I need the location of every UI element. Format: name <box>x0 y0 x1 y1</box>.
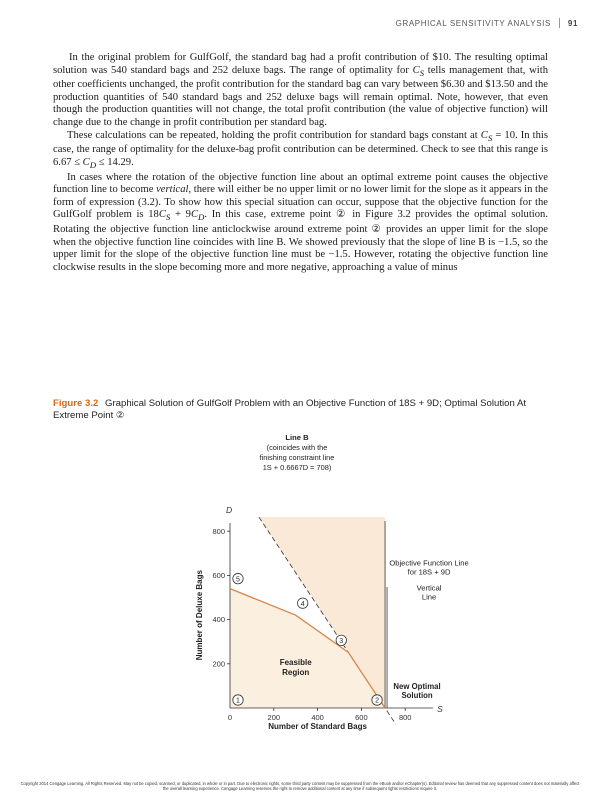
body-text <box>53 52 548 275</box>
var-cs-2 <box>481 130 493 141</box>
p3-text-b: , there will either be no upper limit or no lower limit for the slope as it appears in the form of expression (3.2). To show how this special situation can occur, suppose that the objective function for the GulfGolf problem is 18 <box>53 184 548 221</box>
x-tick-label: 600 <box>355 713 368 722</box>
p2-text-b: = 10. In this case, the range of optimality for the deluxe-bag profit contribution can be determined. Check to see that this range is 6.67 ≤ <box>53 129 548 168</box>
sub-d: D <box>198 212 205 223</box>
running-title: GRAPHICAL SENSITIVITY ANALYSIS <box>395 18 551 28</box>
x-axis-ticks <box>228 708 412 722</box>
p1-text-a: In the original problem for GulfGolf, the standard bag had a profit contribution of $10. The resulting optimal solution was 540 standard bags and 252 deluxe bags. The range of optimality for <box>53 52 548 76</box>
x-tick-label: 200 <box>267 713 281 722</box>
p2-text-c: ≤ 14.29. <box>96 156 134 168</box>
var-c: C <box>82 156 90 168</box>
running-head <box>396 18 578 28</box>
optimal-label-2: Solution <box>401 690 433 700</box>
var-cd-2 <box>190 209 205 223</box>
extreme-point-3-label: 3 <box>339 637 344 645</box>
var-c: C <box>480 129 488 141</box>
var-cs <box>413 65 425 76</box>
vertical-line-label-1: Vertical <box>416 583 442 593</box>
extreme-point-5-label: 5 <box>236 576 240 584</box>
line-b-note-3: 1S + 0.6667D = 708) <box>262 463 332 472</box>
paragraph-3 <box>53 172 548 275</box>
feasible-label-2: Region <box>282 667 310 677</box>
p3-text-d: . In this case, extreme point ② in Figure 3.2 provides the optimal solution. Rotating the objective function line anticlockwise around extreme point ② provides an upper limit for the slope when the objective function line coincides with line B. We showed previously that the slope of line B is −1.5, so the upper limit for the slope of the objective function line must be −1.5. However, rotating the objective function line clockwise results in the slope becoming more and more negative, approaching a value of minus <box>53 209 548 273</box>
y-tick-label: 200 <box>212 659 225 669</box>
p3-text-c: + 9 <box>170 209 191 221</box>
p3-text-a: In cases where the rotation of the objective function line about an optimal extreme point causes the objective function line to become <box>53 171 548 196</box>
sub-s: S <box>487 132 493 143</box>
y-axis-label: Number of Deluxe Bags <box>195 570 204 661</box>
figure-chart <box>190 432 550 762</box>
paragraph-2 <box>53 130 548 172</box>
figure-caption-text: Graphical Solution of GulfGolf Problem with an Objective Function of 18S + 9D; Optimal Solution At Extreme Point ② <box>53 398 527 421</box>
y-axis-ticks <box>212 527 230 669</box>
objective-label-1: Objective Function Line <box>389 558 469 568</box>
line-b-note-1: (coincides with the <box>266 443 328 452</box>
optimal-label-1: New Optimal <box>393 681 441 691</box>
x-tick-label: 0 <box>227 713 233 722</box>
figure-caption <box>53 398 548 422</box>
objective-label-2: for 18S + 9D <box>407 567 451 577</box>
y-tick-label: 400 <box>212 615 225 625</box>
x-axis-var: S <box>437 704 443 714</box>
var-cs-3 <box>158 209 171 223</box>
sub-d: D <box>89 160 97 171</box>
p3-emphasis: vertical <box>156 184 189 196</box>
feasible-label-1: Feasible <box>279 657 312 667</box>
y-axis-var: D <box>226 505 233 515</box>
var-cd <box>82 156 97 171</box>
vertical-line-label-2: Line <box>421 592 437 602</box>
line-b-title: Line B <box>285 433 309 442</box>
y-tick-label: 600 <box>212 571 225 580</box>
y-tick-label: 800 <box>212 526 225 536</box>
paragraph-1 <box>53 52 548 130</box>
page-number: 91 <box>567 18 578 28</box>
var-c: C <box>412 64 420 76</box>
extreme-point-1-label: 1 <box>236 697 240 705</box>
p2-text-a: These calculations can be repeated, holding the profit contribution for standard bags constant at <box>67 129 481 141</box>
p1-text-b: tells management that, with other coefficients unchanged, the profit contribution for the standard bag can vary between $6.30 and $13.50 and the production quantities of 540 standard bags and 252 deluxe bags will remain optimal. Note, however, that even though the production quantities will not change, the total profit contribution (the value of objective function) will change due to the change in profit contribution per standard bag. <box>53 64 548 129</box>
x-tick-label: 800 <box>398 713 412 722</box>
line-b-note-2: finishing constraint line <box>259 453 335 462</box>
figure-label: Figure 3.2 <box>53 398 99 409</box>
extreme-point-2-label: 2 <box>375 697 380 705</box>
var-c: C <box>190 209 199 221</box>
sub-s: S <box>419 67 425 78</box>
copyright-notice: Copyright 2014 Cengage Learning. All Rights Reserved. May not be copied, scanned, or duplicated, in whole or in part. Due to electronic rights, some third party content may be suppressed from the eBook and/or eChapter(s). Editorial review has deemed that any suppressed content does not materially affect the overall learning experience. Cengage Learning reserves the right to remove additional content at any time if subsequent rights restrictions require it. <box>20 781 580 792</box>
sub-s: S <box>165 212 171 223</box>
x-axis-label: Number of Standard Bags <box>268 722 367 731</box>
var-c: C <box>158 209 166 221</box>
x-tick-label: 400 <box>311 713 324 722</box>
extreme-point-4-label: 4 <box>300 600 305 608</box>
header-divider <box>559 18 560 28</box>
